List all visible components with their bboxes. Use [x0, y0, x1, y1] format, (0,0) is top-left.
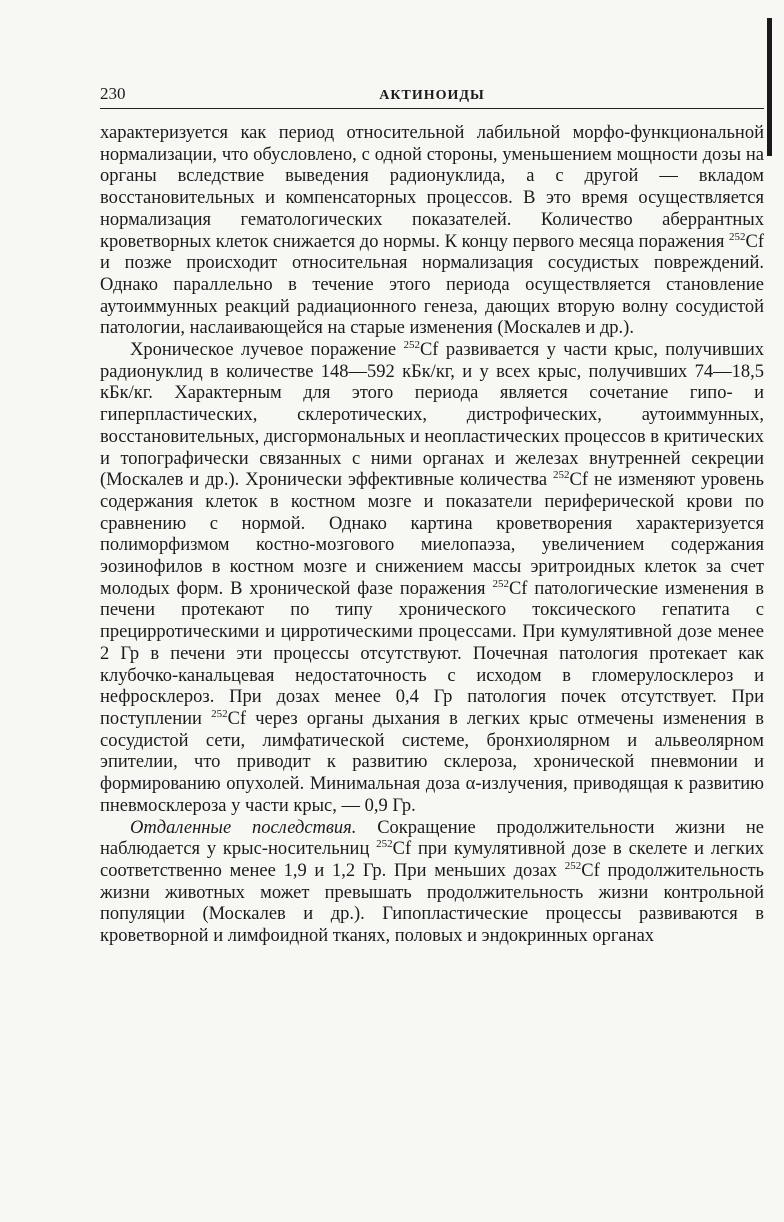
- scan-edge-bar: [767, 18, 772, 156]
- text-run: характеризуется как период относительной лабильной морфо-функциональной нормализации, что обусловлено, с одной стороны, уменьшением мощности дозы на органы вследствие выведения радионуклида, а с другой — вкладом восстановительных и компенсаторных процессов. В это время осуществляется нормализация гематологических показателей. Количество аберрантных кроветворных клеток снижается до нормы. К концу первого месяца поражения: [100, 123, 764, 252]
- text-run: Cf продолжительность жизни животных может превышать продолжительность жизни контрольной популяции (Москалев и др.). Гипопластические процессы развиваются в кроветворной и лимфоидной тканях, половых и эндокринных органах: [100, 860, 764, 947]
- isotope-superscript: 252: [564, 859, 582, 872]
- running-title: АКТИНОИДЫ: [379, 88, 485, 103]
- paragraph: [100, 123, 764, 340]
- text-run: Cf патологические изменения в печени протекают по типу хронического токсического гепатита с прецирротическими и цирротическими процессами. При кумулятивной дозе менее 2 Гр в печени эти процессы отсутствуют. Почечная патология протекает как клубочко-канальцевая недостаточность с исходом в гломерулосклероз и нефросклероз. При дозах менее 0,4 Гр патология почек отсутствует. При поступлении: [100, 578, 764, 729]
- isotope-superscript: 252: [553, 469, 570, 482]
- isotope-superscript: 252: [729, 230, 746, 243]
- body-text: [100, 123, 764, 948]
- text-run: Cf через органы дыхания в легких крыс отмечены изменения в сосудистой сети, лимфатической системе, бронхиолярном и альвеолярном эпителии, что приводит к развитию склероза, хронической пневмонии и формированию опухолей. Минимальная доза α-излучения, приводящая к развитию пневмосклероза у части крыс, — 0,9 Гр.: [100, 708, 764, 816]
- text-run: Cf и позже происходит относительная нормализация сосудистых повреждений. Однако параллельно в течение этого периода осуществляется становление аутоиммунных реакций радиационного генеза, дающих вторую волну сосудистой патологии, наслаивающейся на старые изменения (Москалев и др.).: [100, 231, 764, 339]
- book-page: [100, 84, 764, 948]
- page-header: [100, 84, 764, 109]
- paragraph: [100, 340, 764, 817]
- page-number: 230: [100, 84, 126, 103]
- text-run: Cf развивается у части крыс, получивших радионуклид в количестве 148—592 кБк/кг, и у всех крыс, получивших 74—18,5 кБк/кг. Характерным для этого периода является сочетание гипо- и гиперпластических, склеротических, дистрофических, аутоиммунных, восстановительных, дисгормональных и неопластических процессов в критических и топографически связанных с ними органах и железах внутренней секреции (Москалев и др.). Хронически эффективные количества: [100, 340, 765, 491]
- isotope-superscript: 252: [376, 838, 393, 851]
- text-run: Сокращение продолжительности жизни не наблюдается у крыс-носительниц: [100, 817, 764, 860]
- text-run: Хроническое лучевое поражение: [130, 340, 404, 361]
- isotope-superscript: 252: [403, 339, 420, 352]
- section-heading-inline: Отдаленные последствия.: [130, 817, 357, 838]
- isotope-superscript: 252: [492, 577, 509, 590]
- isotope-superscript: 252: [211, 707, 228, 720]
- paragraph: [100, 818, 764, 948]
- text-run: Cf при кумулятивной дозе в скелете и легких соответственно менее 1,9 и 1,2 Гр. При меньших дозах: [100, 839, 764, 881]
- text-run: Cf не изменяют уровень содержания клеток в костном мозге и показатели периферической крови по сравнению с нормой. Однако картина кроветворения характеризуется полиморфизмом костно-мозгового миелопаэза, увеличением содержания эозинофилов в костном мозге и снижением массы эритроидных клеток за счет молодых форм. В хронической фазе поражения: [100, 470, 764, 599]
